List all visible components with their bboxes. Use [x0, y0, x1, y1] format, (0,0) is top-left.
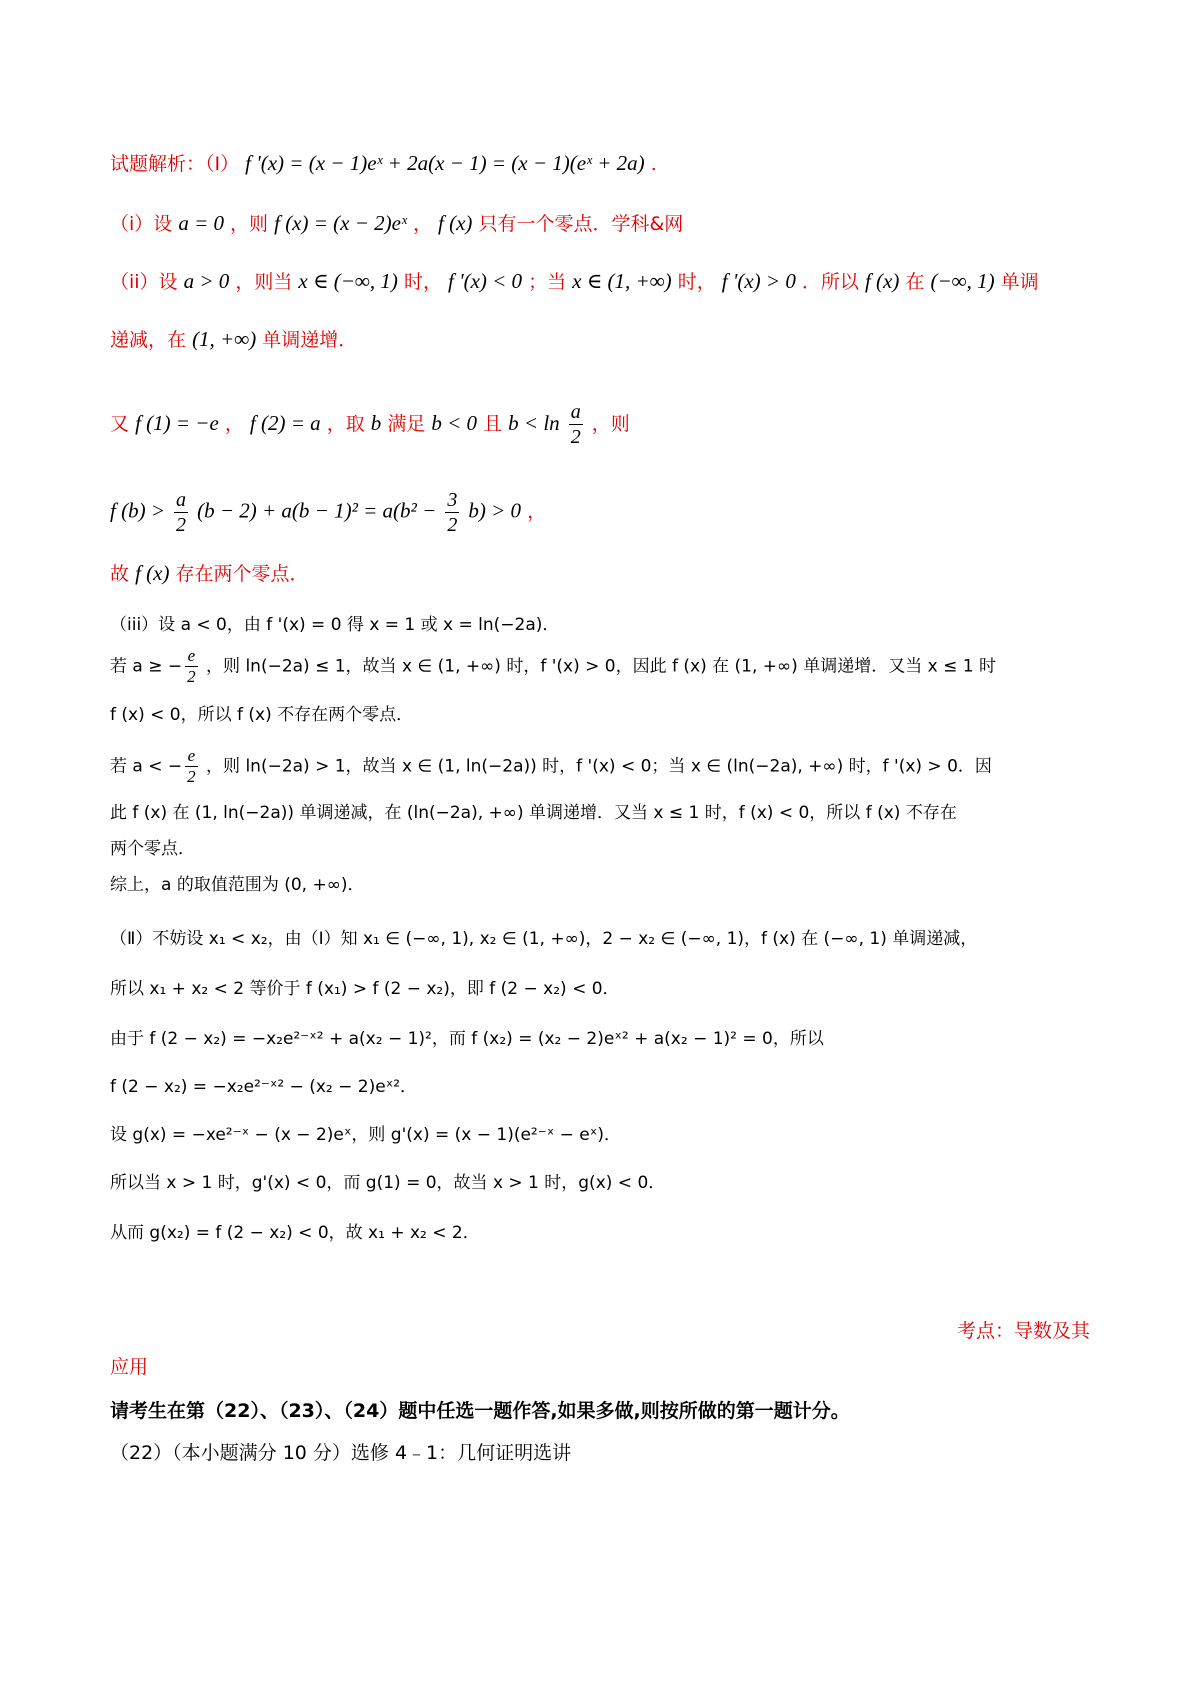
case-ii-continued-line: [110, 326, 357, 353]
math: b) > 0: [468, 498, 522, 523]
math: f (1) = −e: [135, 411, 219, 435]
math: f (x): [438, 211, 473, 235]
summary-line: 综上，a 的取值范围为 (0, +∞)．: [110, 875, 365, 895]
numerator: e: [185, 646, 198, 667]
numerator: e: [185, 746, 198, 767]
final-conclusion-line: 从而 g(x₂) = f (2 − x₂) < 0，故 x₁ + x₂ < 2．: [110, 1223, 480, 1243]
case-iii-a-continued: f (x) < 0，所以 f (x) 不存在两个零点．: [110, 705, 414, 725]
text: 满足: [387, 413, 426, 435]
text: ，取: [326, 413, 365, 435]
denominator: 2: [176, 514, 187, 536]
text: ．所以: [801, 271, 859, 293]
conclusion-ii-line: [110, 560, 309, 587]
math: f (x): [864, 269, 900, 293]
math: f (x): [135, 561, 170, 585]
numerator: 3: [447, 489, 458, 511]
math: (b − 2) + a(b − 1)² = a(b² −: [197, 498, 437, 523]
math: b < 0: [431, 411, 478, 435]
text: ；当: [528, 271, 567, 293]
math: f '(x) < 0: [448, 269, 523, 293]
text: ，则: [591, 413, 630, 435]
denominator: 2: [187, 667, 196, 686]
case-iii-b-end: 两个零点．: [110, 839, 195, 859]
monotonic-g-line: 所以当 x > 1 时，g'(x) < 0，而 g(1) = 0，故当 x > 1 时，g(x) < 0．: [110, 1173, 666, 1193]
derivative-formula: f '(x) = (x − 1)eˣ + 2a(x − 1) = (x − 1)(eˣ + 2a): [245, 151, 645, 175]
fraction: [569, 400, 583, 449]
text: ，则 ln(−2a) ≤ 1，故当 x ∈ (1, +∞) 时，f '(x) > 0，因此 f (x) 在 (1, +∞) 单调递增．又当 x ≤ 1 时: [206, 656, 996, 677]
case-ii-line: [110, 268, 1039, 295]
case-iii-line: （iii）设 a < 0，由 f '(x) = 0 得 x = 1 或 x = ln(−2a)．: [110, 615, 560, 635]
numerator: a: [570, 401, 581, 423]
math: x ∈ (−∞, 1): [298, 269, 398, 293]
text: 在: [905, 271, 925, 293]
case-iii-b-line: 若 a < − $\frac{e}{2}$ ，则 ln(−2a) > 1，故当 x ∈ (1, ln(−2a)) 时，f '(x) < 0；当 x ∈ (ln(−2a), +∞) 时，f '(x) > 0．因: [110, 746, 992, 786]
text: 只有一个零点．学科&网: [478, 213, 684, 235]
kaodian-label: 考点：导数及其: [956, 1320, 1090, 1342]
text: 若 a <: [110, 756, 163, 777]
case-iii-b-continued: 此 f (x) 在 (1, ln(−2a)) 单调递减，在 (ln(−2a), +∞) 单调递增．又当 x ≤ 1 时，f (x) < 0，所以 f (x) 不存在: [110, 803, 957, 823]
text: ，则当: [235, 271, 293, 293]
case-i-line: [110, 210, 683, 237]
text: ，: [527, 500, 547, 523]
text: 故: [110, 563, 130, 585]
kaodian-continued: 应用: [110, 1356, 149, 1378]
solution-heading-line: [110, 150, 657, 177]
text: 单调: [1000, 271, 1039, 293]
text: ，: [412, 213, 432, 235]
math: a > 0: [183, 269, 230, 293]
case-iii-a-line: 若 a ≥ − $\frac{e}{2}$ ，则 ln(−2a) ≤ 1，故当 x ∈ (1, +∞) 时，f '(x) > 0，因此 f (x) 在 (1, +∞) 单调递增．又当 x ≤ 1 时: [110, 646, 996, 686]
text: 时，: [403, 271, 442, 293]
solution-label: 试题解析：（Ⅰ）: [110, 153, 240, 175]
math: f (x) = (x − 2)eˣ: [274, 211, 407, 235]
math: x ∈ (1, +∞): [572, 269, 672, 293]
part-ii-line: （Ⅱ）不妨设 x₁ < x₂，由（Ⅰ）知 x₁ ∈ (−∞, 1), x₂ ∈ (1, +∞)，2 − x₂ ∈ (−∞, 1)，f (x) 在 (−∞, 1) 单调递减，: [110, 929, 978, 949]
text: ，则 ln(−2a) > 1，故当 x ∈ (1, ln(−2a)) 时，f '(x) < 0；当 x ∈ (ln(−2a), +∞) 时，f '(x) > 0．因: [206, 756, 992, 777]
math: f '(x) > 0: [721, 269, 796, 293]
period: .: [650, 153, 657, 175]
question-22-heading: （22）（本小题满分 10 分）选修 4﹣1：几何证明选讲: [110, 1442, 572, 1464]
denominator: 2: [570, 426, 581, 448]
denominator: 2: [447, 514, 458, 536]
define-g-line: 设 g(x) = −xe²⁻ˣ − (x − 2)eˣ，则 g'(x) = (x − 1)(e²⁻ˣ − eˣ)．: [110, 1125, 621, 1145]
expression-line: 由于 f (2 − x₂) = −x₂e²⁻ˣ² + a(x₂ − 1)²，而 f (x₂) = (x₂ − 2)eˣ² + a(x₂ − 1)² = 0，所以: [110, 1029, 824, 1049]
text: 又: [110, 413, 130, 435]
text: 若 a ≥: [110, 656, 163, 677]
math: (1, +∞): [192, 327, 257, 351]
text: ，: [224, 413, 244, 435]
text: 时，: [677, 271, 716, 293]
math: f (2) = a: [249, 411, 321, 435]
math: f (b) >: [110, 498, 165, 523]
text: ，则: [230, 213, 269, 235]
math: (−∞, 1): [930, 269, 995, 293]
text: （i）设: [110, 213, 173, 235]
equivalence-line: 所以 x₁ + x₂ < 2 等价于 f (x₁) > f (2 − x₂)，即 f (2 − x₂) < 0．: [110, 979, 620, 999]
expression-result-line: f (2 − x₂) = −x₂e²⁻ˣ² − (x₂ − 2)eˣ²．: [110, 1077, 418, 1097]
math: b < ln: [508, 411, 560, 435]
math: a = 0: [178, 211, 224, 235]
fraction: [185, 646, 198, 687]
inequality-line: [110, 488, 546, 537]
math: b: [370, 411, 382, 435]
fraction: [445, 488, 459, 537]
fraction: [174, 488, 188, 537]
text: （ii）设: [110, 271, 178, 293]
denominator: 2: [187, 767, 196, 786]
text: 单调递增．: [262, 329, 358, 351]
text: 且: [483, 413, 503, 435]
choose-b-line: [110, 400, 630, 449]
text: 递减，在: [110, 329, 187, 351]
instruction-line: 请考生在第（22）、（23）、（24）题中任选一题作答,如果多做,则按所做的第一题计分。: [110, 1400, 850, 1422]
text: 存在两个零点．: [175, 563, 309, 585]
fraction: [185, 746, 198, 787]
numerator: a: [176, 489, 187, 511]
